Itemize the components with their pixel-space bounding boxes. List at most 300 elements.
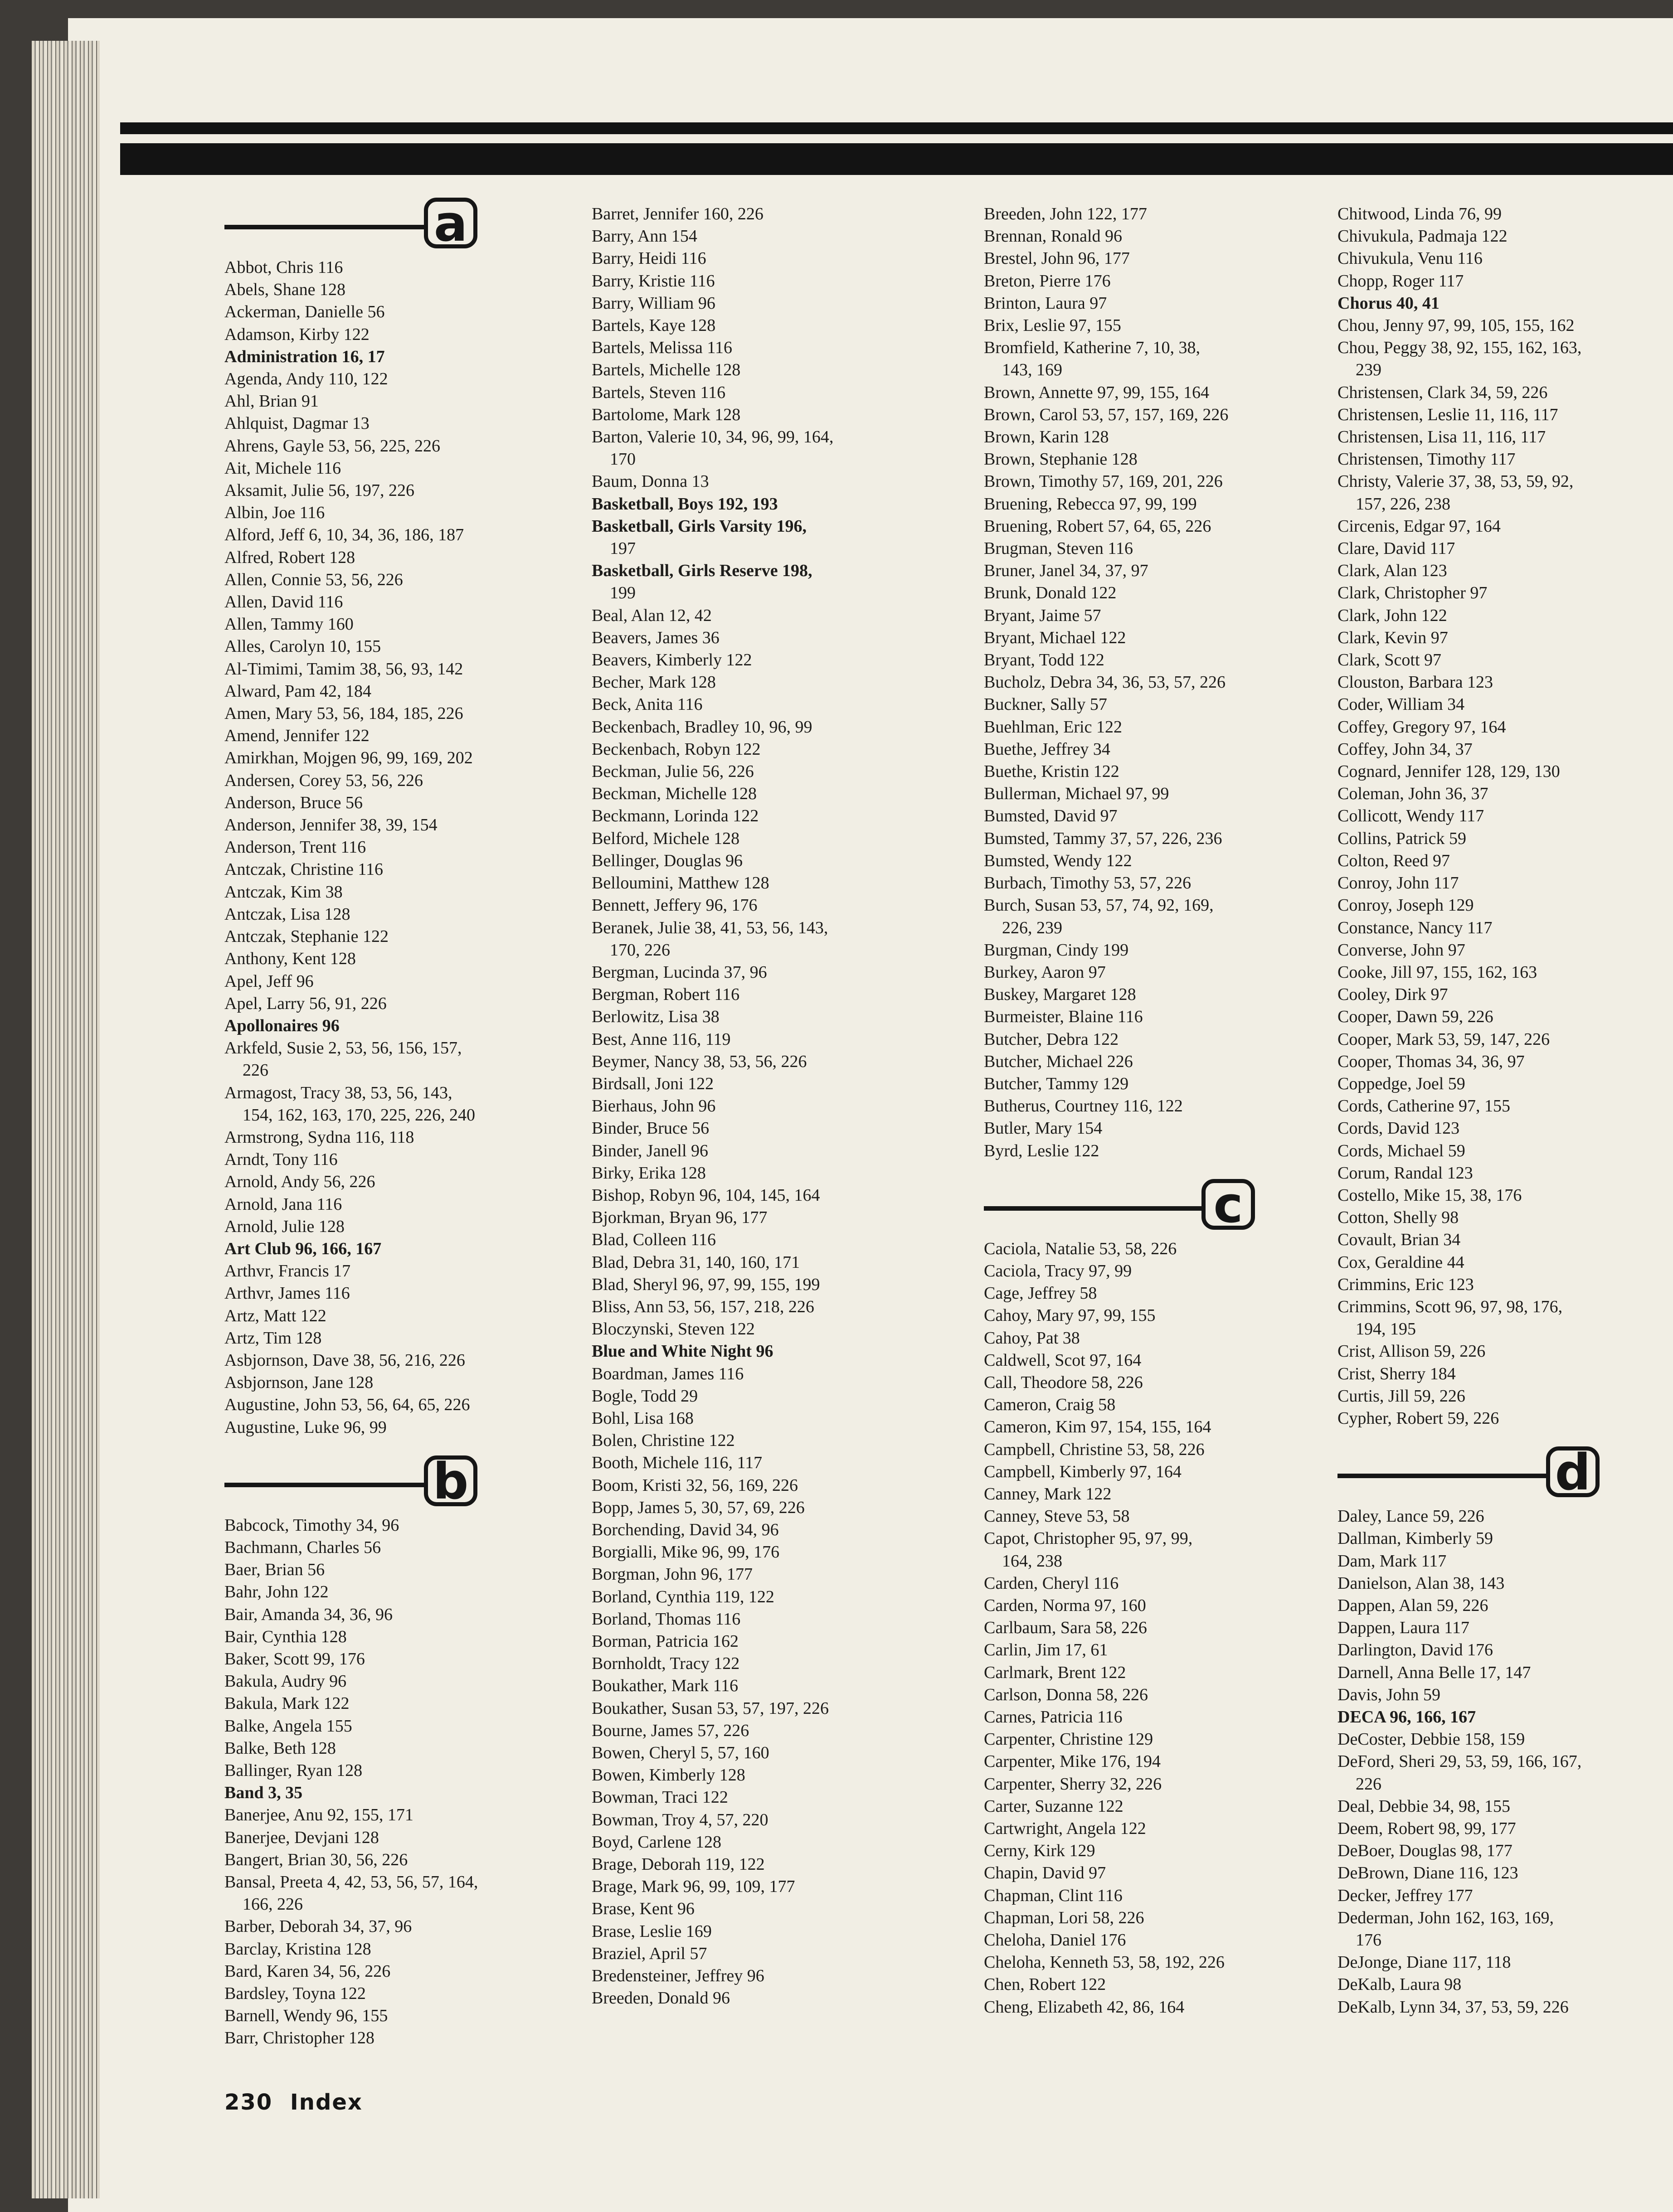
index-entry: Basketball, Girls Varsity 196, <box>592 516 807 536</box>
index-entry: Banerjee, Devjani 128 <box>224 1828 379 1847</box>
index-entry-continuation: 199 <box>610 583 636 603</box>
index-entry: Bowen, Kimberly 128 <box>592 1766 745 1785</box>
section-label: Index <box>290 2090 363 2115</box>
index-entry: Birdsall, Joni 122 <box>592 1074 714 1093</box>
index-entry: Buckner, Sally 57 <box>984 695 1107 714</box>
index-entry: Chapman, Clint 116 <box>984 1886 1123 1905</box>
index-entry: Caciola, Natalie 53, 58, 226 <box>984 1239 1177 1258</box>
page-number: 230 <box>224 2090 273 2115</box>
index-entry-continuation: 164, 238 <box>1002 1551 1062 1571</box>
index-entry: Booth, Michele 116, 117 <box>592 1453 763 1473</box>
index-entry: Bliss, Ann 53, 56, 157, 218, 226 <box>592 1297 814 1316</box>
index-entry: Balke, Beth 128 <box>224 1738 336 1758</box>
index-entry: Andersen, Corey 53, 56, 226 <box>224 771 423 790</box>
index-entry: Bergman, Lucinda 37, 96 <box>592 962 767 982</box>
index-entry: Binder, Bruce 56 <box>592 1119 710 1138</box>
index-entry: Banerjee, Anu 92, 155, 171 <box>224 1805 413 1825</box>
index-entry: Burch, Susan 53, 57, 74, 92, 169, <box>984 896 1214 915</box>
index-entry: Art Club 96, 166, 167 <box>224 1239 382 1258</box>
index-entry: Alford, Jeff 6, 10, 34, 36, 186, 187 <box>224 525 464 545</box>
index-entry: Barton, Valerie 10, 34, 96, 99, 164, <box>592 427 834 447</box>
index-entry: Campbell, Kimberly 97, 164 <box>984 1462 1182 1481</box>
index-entry: Bruening, Rebecca 97, 99, 199 <box>984 494 1197 514</box>
index-entry: Bishop, Robyn 96, 104, 145, 164 <box>592 1185 820 1205</box>
index-entry: Clouston, Barbara 123 <box>1337 673 1493 692</box>
index-entry: Antczak, Stephanie 122 <box>224 927 389 946</box>
index-entry: Brugman, Steven 116 <box>984 539 1133 558</box>
section-letter: a <box>424 198 477 248</box>
index-entry: Becher, Mark 128 <box>592 673 716 692</box>
index-entry: Bachmann, Charles 56 <box>224 1538 381 1557</box>
index-entry: Clare, David 117 <box>1337 539 1455 558</box>
index-entry: Birky, Erika 128 <box>592 1163 706 1183</box>
index-entry: Collins, Patrick 59 <box>1337 829 1466 848</box>
index-entry: DeKalb, Lynn 34, 37, 53, 59, 226 <box>1337 1997 1569 2017</box>
index-entry: Darlington, David 176 <box>1337 1640 1493 1660</box>
index-entry: Brown, Carol 53, 57, 157, 169, 226 <box>984 405 1229 424</box>
index-entry: Clark, John 122 <box>1337 606 1447 625</box>
index-entry: Binder, Janell 96 <box>592 1141 709 1160</box>
index-entry: Beckenbach, Bradley 10, 96, 99 <box>592 717 812 737</box>
index-entry: Bumsted, Wendy 122 <box>984 851 1132 870</box>
index-entry: Ahl, Brian 91 <box>224 392 319 411</box>
index-entry: Anthony, Kent 128 <box>224 949 356 969</box>
index-entry: DeFord, Sheri 29, 53, 59, 166, 167, <box>1337 1752 1582 1771</box>
index-entry: Bakula, Audry 96 <box>224 1672 347 1691</box>
section-rule <box>1337 1474 1564 1478</box>
section-letter: b <box>424 1455 477 1506</box>
index-entry: Babcock, Timothy 34, 96 <box>224 1515 399 1535</box>
index-entry: Crist, Sherry 184 <box>1337 1364 1456 1383</box>
section-rule <box>224 225 438 229</box>
index-entry: Daley, Lance 59, 226 <box>1337 1507 1484 1526</box>
index-entry: Cheng, Elizabeth 42, 86, 164 <box>984 1997 1185 2017</box>
index-entry: Buethe, Kristin 122 <box>984 762 1119 781</box>
index-entry: Corum, Randal 123 <box>1337 1163 1473 1183</box>
index-entry: Cahoy, Mary 97, 99, 155 <box>984 1306 1156 1325</box>
index-entry: Belford, Michele 128 <box>592 829 740 848</box>
index-entry: Chivukula, Venu 116 <box>1337 249 1483 268</box>
index-entry: Blad, Colleen 116 <box>592 1230 716 1250</box>
top-rule-thick <box>120 143 1673 175</box>
index-entry: Bair, Amanda 34, 36, 96 <box>224 1605 393 1624</box>
index-entry: Bowen, Cheryl 5, 57, 160 <box>592 1743 769 1763</box>
index-entry: Caldwell, Scot 97, 164 <box>984 1350 1142 1370</box>
index-entry: Borgialli, Mike 96, 99, 176 <box>592 1543 780 1562</box>
index-entry: Cameron, Kim 97, 154, 155, 164 <box>984 1417 1211 1437</box>
index-entry-continuation: 157, 226, 238 <box>1356 494 1450 514</box>
index-entry: Armagost, Tracy 38, 53, 56, 143, <box>224 1083 452 1102</box>
index-entry: Beymer, Nancy 38, 53, 56, 226 <box>592 1052 807 1071</box>
index-entry: Bourne, James 57, 226 <box>592 1721 749 1740</box>
index-entry: Bryant, Todd 122 <box>984 650 1104 670</box>
index-entry: DECA 96, 166, 167 <box>1337 1708 1476 1727</box>
index-entry: Borland, Thomas 116 <box>592 1609 741 1629</box>
index-entry: Al-Timimi, Tamim 38, 56, 93, 142 <box>224 659 463 679</box>
index-entry: Darnell, Anna Belle 17, 147 <box>1337 1663 1531 1682</box>
index-entry-continuation: 226 <box>1356 1774 1381 1794</box>
index-entry-continuation: 166, 226 <box>243 1895 303 1914</box>
index-entry: Baker, Scott 99, 176 <box>224 1649 365 1669</box>
index-entry-continuation: 194, 195 <box>1356 1319 1416 1339</box>
section-header-b <box>224 1452 537 1512</box>
index-entry: Amen, Mary 53, 56, 184, 185, 226 <box>224 704 463 723</box>
index-entry: Basketball, Boys 192, 193 <box>592 494 778 514</box>
index-entry: Chorus 40, 41 <box>1337 293 1440 313</box>
index-entry: Cords, Catherine 97, 155 <box>1337 1096 1511 1116</box>
index-entry: Cheloha, Daniel 176 <box>984 1931 1126 1950</box>
index-entry: Burmeister, Blaine 116 <box>984 1007 1143 1027</box>
index-entry: Coffey, Gregory 97, 164 <box>1337 717 1506 737</box>
index-entry: Berlowitz, Lisa 38 <box>592 1007 720 1027</box>
index-entry: Abels, Shane 128 <box>224 280 346 300</box>
index-entry: Bartels, Kaye 128 <box>592 316 716 335</box>
index-entry: Carlbaum, Sara 58, 226 <box>984 1618 1147 1638</box>
index-entry: Arnold, Julie 128 <box>224 1217 345 1236</box>
index-entry: Allen, Tammy 160 <box>224 615 354 634</box>
index-entry: DeBoer, Douglas 98, 177 <box>1337 1841 1513 1861</box>
index-entry: Dam, Mark 117 <box>1337 1551 1447 1571</box>
index-entry: Cheloha, Kenneth 53, 58, 192, 226 <box>984 1953 1225 1972</box>
index-entry: Christy, Valerie 37, 38, 53, 59, 92, <box>1337 472 1574 491</box>
index-entry: Bartolome, Mark 128 <box>592 405 741 424</box>
index-entry: Apel, Jeff 96 <box>224 971 314 991</box>
index-entry: Christensen, Lisa 11, 116, 117 <box>1337 427 1546 447</box>
index-entry: Brown, Annette 97, 99, 155, 164 <box>984 383 1210 402</box>
index-entry-continuation: 170, 226 <box>610 940 670 960</box>
index-entry: Curtis, Jill 59, 226 <box>1337 1386 1465 1406</box>
index-entry-continuation: 226 <box>243 1061 268 1080</box>
index-entry: Crimmins, Eric 123 <box>1337 1275 1474 1294</box>
section-header-a <box>224 194 537 254</box>
index-entry: Bloczynski, Steven 122 <box>592 1319 755 1339</box>
index-entry: Bruner, Janel 34, 37, 97 <box>984 561 1148 581</box>
index-entry: Butler, Mary 154 <box>984 1119 1103 1138</box>
index-entry: Arnold, Jana 116 <box>224 1194 342 1214</box>
index-column-3 <box>984 203 1274 2018</box>
index-entry: Best, Anne 116, 119 <box>592 1029 731 1049</box>
index-entry: Circenis, Edgar 97, 164 <box>1337 516 1501 536</box>
index-entry: Cooley, Dirk 97 <box>1337 985 1448 1004</box>
index-entry: Asbjornson, Jane 128 <box>224 1373 374 1392</box>
index-entry: Apollonaires 96 <box>224 1016 340 1035</box>
index-entry: Bair, Cynthia 128 <box>224 1627 347 1646</box>
index-entry: Burkey, Aaron 97 <box>984 962 1106 982</box>
index-entry: Arndt, Tony 116 <box>224 1150 338 1169</box>
index-entry: Alward, Pam 42, 184 <box>224 681 372 701</box>
index-entry: Bumsted, Tammy 37, 57, 226, 236 <box>984 829 1222 848</box>
index-entry: Carpenter, Sherry 32, 226 <box>984 1774 1162 1794</box>
index-entry: Cooper, Mark 53, 59, 147, 226 <box>1337 1029 1550 1049</box>
section-header-c <box>984 1175 1274 1235</box>
index-entry: Beranek, Julie 38, 41, 53, 56, 143, <box>592 918 828 937</box>
index-entry: Barnell, Wendy 96, 155 <box>224 2006 388 2026</box>
index-entry: Crist, Allison 59, 226 <box>1337 1342 1486 1361</box>
index-entry: Byrd, Leslie 122 <box>984 1141 1099 1160</box>
index-entry: Cooke, Jill 97, 155, 162, 163 <box>1337 962 1537 982</box>
index-entry: Barry, Ann 154 <box>592 227 697 246</box>
index-entry: Bogle, Todd 29 <box>592 1386 698 1406</box>
index-entry: Covault, Brian 34 <box>1337 1230 1461 1250</box>
index-entry: Cage, Jeffrey 58 <box>984 1284 1097 1303</box>
index-entry: Belloumini, Matthew 128 <box>592 873 769 893</box>
index-entry: Dappen, Alan 59, 226 <box>1337 1596 1488 1615</box>
index-entry: Bucholz, Debra 34, 36, 53, 57, 226 <box>984 673 1226 692</box>
index-entry: Beck, Anita 116 <box>592 695 703 714</box>
index-entry: Anderson, Bruce 56 <box>224 793 363 812</box>
index-entry: Brase, Kent 96 <box>592 1899 695 1919</box>
index-entry: Boardman, James 116 <box>592 1364 744 1383</box>
index-entry: Barry, Heidi 116 <box>592 249 706 268</box>
index-entry: Blad, Sheryl 96, 97, 99, 155, 199 <box>592 1275 820 1294</box>
index-entry: Canney, Steve 53, 58 <box>984 1507 1130 1526</box>
index-entry: Armstrong, Sydna 116, 118 <box>224 1127 414 1147</box>
index-entry: Bryant, Jaime 57 <box>984 606 1101 625</box>
section-letter: c <box>1201 1179 1255 1230</box>
index-entry: Cotton, Shelly 98 <box>1337 1208 1459 1227</box>
index-entry: Barry, Kristie 116 <box>592 271 715 291</box>
index-entry: Bowman, Troy 4, 57, 220 <box>592 1810 768 1829</box>
index-entry: Campbell, Christine 53, 58, 226 <box>984 1440 1205 1459</box>
index-entry: Bellinger, Douglas 96 <box>592 851 743 870</box>
index-entry: Bergman, Robert 116 <box>592 985 740 1004</box>
index-entry: Capot, Christopher 95, 97, 99, <box>984 1529 1193 1548</box>
index-entry: Borman, Patricia 162 <box>592 1632 739 1651</box>
index-entry: Brix, Leslie 97, 155 <box>984 316 1121 335</box>
index-entry: Costello, Mike 15, 38, 176 <box>1337 1185 1522 1205</box>
index-entry: Cognard, Jennifer 128, 129, 130 <box>1337 762 1560 781</box>
index-entry: Bartels, Melissa 116 <box>592 338 732 358</box>
index-entry-continuation: 154, 162, 163, 170, 225, 226, 240 <box>243 1105 475 1125</box>
index-entry: Deem, Robert 98, 99, 177 <box>1337 1819 1516 1838</box>
index-entry: Bartels, Steven 116 <box>592 383 726 402</box>
index-entry: Chen, Robert 122 <box>984 1975 1106 1994</box>
index-entry: Carter, Suzanne 122 <box>984 1796 1123 1816</box>
index-entry: Cords, David 123 <box>1337 1119 1460 1138</box>
index-entry-continuation: 176 <box>1356 1931 1381 1950</box>
index-entry: Beckmann, Lorinda 122 <box>592 806 759 826</box>
index-entry: Ackerman, Danielle 56 <box>224 302 385 322</box>
index-entry: Antczak, Lisa 128 <box>224 904 350 924</box>
index-entry: Buethe, Jeffrey 34 <box>984 739 1110 759</box>
index-entry: Brown, Timothy 57, 169, 201, 226 <box>984 472 1223 491</box>
index-entry: Bolen, Christine 122 <box>592 1431 735 1450</box>
index-entry: Brage, Deborah 119, 122 <box>592 1855 765 1874</box>
index-entry: Clark, Christopher 97 <box>1337 583 1488 603</box>
index-entry: Beal, Alan 12, 42 <box>592 606 712 625</box>
index-entry: Cords, Michael 59 <box>1337 1141 1465 1160</box>
index-entry: Bardsley, Toyna 122 <box>224 1984 366 2003</box>
index-entry: Abbot, Chris 116 <box>224 258 343 277</box>
index-entry-continuation: 143, 169 <box>1002 360 1062 380</box>
index-entry: Bopp, James 5, 30, 57, 69, 226 <box>592 1498 805 1517</box>
index-entry-continuation: 226, 239 <box>1002 918 1062 937</box>
index-entry: Chitwood, Linda 76, 99 <box>1337 204 1502 223</box>
index-entry: Christensen, Leslie 11, 116, 117 <box>1337 405 1558 424</box>
index-entry: Breeden, Donald 96 <box>592 1989 730 2008</box>
index-entry: Boyd, Carlene 128 <box>592 1832 722 1852</box>
index-entry: Baum, Donna 13 <box>592 472 709 491</box>
index-entry: Carden, Norma 97, 160 <box>984 1596 1146 1615</box>
index-entry: Carpenter, Christine 129 <box>984 1730 1153 1749</box>
page-footer <box>224 2090 363 2115</box>
index-entry: Bromfield, Katherine 7, 10, 38, <box>984 338 1201 358</box>
index-entry: Coppedge, Joel 59 <box>1337 1074 1465 1093</box>
index-entry: Coffey, John 34, 37 <box>1337 739 1473 759</box>
index-entry: Dappen, Laura 117 <box>1337 1618 1469 1638</box>
index-entry: Albin, Joe 116 <box>224 503 325 523</box>
index-entry: Beckman, Julie 56, 226 <box>592 762 754 781</box>
index-entry: Carlson, Donna 58, 226 <box>984 1685 1148 1704</box>
index-entry: Butcher, Michael 226 <box>984 1052 1133 1071</box>
index-entry: Beavers, James 36 <box>592 628 720 647</box>
index-entry: Chou, Jenny 97, 99, 105, 155, 162 <box>1337 316 1575 335</box>
index-entry: Davis, John 59 <box>1337 1685 1440 1704</box>
section-header-d <box>1337 1443 1637 1503</box>
index-entry: Carden, Cheryl 116 <box>984 1573 1119 1593</box>
index-entry: Cahoy, Pat 38 <box>984 1328 1080 1348</box>
index-entry: Constance, Nancy 117 <box>1337 918 1493 937</box>
index-entry: Anderson, Trent 116 <box>224 838 366 857</box>
index-entry: Alfred, Robert 128 <box>224 548 355 567</box>
index-entry: Barry, William 96 <box>592 293 715 313</box>
index-entry: Adamson, Kirby 122 <box>224 325 370 344</box>
index-entry: Collicott, Wendy 117 <box>1337 806 1484 826</box>
index-entry: Beavers, Kimberly 122 <box>592 650 752 670</box>
index-entry: Bangert, Brian 30, 56, 226 <box>224 1850 408 1869</box>
index-entry: Anderson, Jennifer 38, 39, 154 <box>224 815 438 835</box>
index-entry: Bartels, Michelle 128 <box>592 360 741 380</box>
index-entry: Colton, Reed 97 <box>1337 851 1450 870</box>
index-entry: Ballinger, Ryan 128 <box>224 1761 363 1780</box>
index-entry: Coder, William 34 <box>1337 695 1465 714</box>
index-entry: Butcher, Tammy 129 <box>984 1074 1129 1093</box>
index-entry: Cerny, Kirk 129 <box>984 1841 1095 1861</box>
index-entry: DeKalb, Laura 98 <box>1337 1975 1462 1994</box>
index-entry: Bornholdt, Tracy 122 <box>592 1654 740 1674</box>
index-entry: Danielson, Alan 38, 143 <box>1337 1573 1505 1593</box>
index-entry: Arthvr, James 116 <box>224 1284 350 1303</box>
index-entry: Ait, Michele 116 <box>224 458 341 478</box>
index-entry: Boukather, Mark 116 <box>592 1676 739 1696</box>
index-entry: Cameron, Craig 58 <box>984 1395 1116 1415</box>
index-entry: Christensen, Clark 34, 59, 226 <box>1337 383 1548 402</box>
index-entry: Allen, David 116 <box>224 592 343 612</box>
index-entry: Asbjornson, Dave 38, 56, 216, 226 <box>224 1350 465 1370</box>
index-entry: Breeden, John 122, 177 <box>984 204 1147 223</box>
index-entry: Borchending, David 34, 96 <box>592 1520 779 1539</box>
index-entry: Borland, Cynthia 119, 122 <box>592 1587 774 1606</box>
index-entry: Beckenbach, Robyn 122 <box>592 739 761 759</box>
index-entry: Boom, Kristi 32, 56, 169, 226 <box>592 1475 798 1495</box>
index-column-2 <box>592 203 905 2009</box>
index-entry: Canney, Mark 122 <box>984 1484 1112 1504</box>
index-entry: Antczak, Kim 38 <box>224 882 343 902</box>
book-page-edges <box>32 41 100 2198</box>
index-entry: Augustine, John 53, 56, 64, 65, 226 <box>224 1395 470 1415</box>
index-entry: Cox, Geraldine 44 <box>1337 1252 1464 1272</box>
index-entry: Bredensteiner, Jeffrey 96 <box>592 1966 764 1986</box>
index-entry: Allen, Connie 53, 56, 226 <box>224 570 403 589</box>
index-entry: Carpenter, Mike 176, 194 <box>984 1752 1161 1771</box>
index-entry: Bullerman, Michael 97, 99 <box>984 784 1169 804</box>
index-entry: Caciola, Tracy 97, 99 <box>984 1261 1132 1281</box>
index-entry: Brunk, Donald 122 <box>984 583 1117 603</box>
index-column-1 <box>224 194 537 2050</box>
index-entry: Butherus, Courtney 116, 122 <box>984 1096 1183 1116</box>
index-entry: Dallman, Kimberly 59 <box>1337 1529 1493 1548</box>
index-entry: Converse, John 97 <box>1337 940 1465 960</box>
index-entry: Chopp, Roger 117 <box>1337 271 1464 291</box>
index-entry: Bennett, Jeffery 96, 176 <box>592 896 758 915</box>
index-entry: Bard, Karen 34, 56, 226 <box>224 1961 391 1981</box>
index-entry: Clark, Alan 123 <box>1337 561 1447 581</box>
index-entry-continuation: 239 <box>1356 360 1381 380</box>
index-entry: Carlin, Jim 17, 61 <box>984 1640 1108 1660</box>
index-entry: Brown, Stephanie 128 <box>984 450 1138 469</box>
index-entry: Chapin, David 97 <box>984 1863 1106 1883</box>
index-entry: Basketball, Girls Reserve 198, <box>592 561 812 581</box>
index-entry: Borgman, John 96, 177 <box>592 1565 753 1584</box>
index-entry: Christensen, Timothy 117 <box>1337 450 1516 469</box>
index-entry: Bumsted, David 97 <box>984 806 1118 826</box>
index-entry: Braziel, April 57 <box>592 1944 707 1963</box>
index-entry: Aksamit, Julie 56, 197, 226 <box>224 481 415 500</box>
index-entry: Artz, Matt 122 <box>224 1306 326 1325</box>
index-entry: Carlmark, Brent 122 <box>984 1663 1126 1682</box>
index-entry: Cooper, Thomas 34, 36, 97 <box>1337 1052 1525 1071</box>
index-entry: Beckman, Michelle 128 <box>592 784 757 804</box>
index-entry: Clark, Scott 97 <box>1337 650 1442 670</box>
index-entry: Barret, Jennifer 160, 226 <box>592 204 764 223</box>
index-entry: DeBrown, Diane 116, 123 <box>1337 1863 1518 1883</box>
index-entry: Buehlman, Eric 122 <box>984 717 1122 737</box>
index-entry: Burbach, Timothy 53, 57, 226 <box>984 873 1192 893</box>
index-entry: Crimmins, Scott 96, 97, 98, 176, <box>1337 1297 1563 1316</box>
index-entry: Butcher, Debra 122 <box>984 1029 1119 1049</box>
index-entry: Bansal, Preeta 4, 42, 53, 56, 57, 164, <box>224 1872 478 1892</box>
index-entry: Augustine, Luke 96, 99 <box>224 1417 387 1437</box>
section-letter: d <box>1546 1446 1600 1497</box>
index-entry: Blad, Debra 31, 140, 160, 171 <box>592 1252 800 1272</box>
index-entry: Amend, Jennifer 122 <box>224 726 370 746</box>
index-entry: Arnold, Andy 56, 226 <box>224 1172 375 1192</box>
index-entry: Bryant, Michael 122 <box>984 628 1126 647</box>
index-entry-continuation: 197 <box>610 539 636 558</box>
index-entry: Clark, Kevin 97 <box>1337 628 1448 647</box>
index-entry: Barber, Deborah 34, 37, 96 <box>224 1917 412 1936</box>
index-entry: Cypher, Robert 59, 226 <box>1337 1408 1499 1428</box>
index-entry: Cooper, Dawn 59, 226 <box>1337 1007 1493 1027</box>
index-entry: Chou, Peggy 38, 92, 155, 162, 163, <box>1337 338 1582 358</box>
index-entry: Blue and White Night 96 <box>592 1342 773 1361</box>
index-entry: Band 3, 35 <box>224 1783 303 1803</box>
index-entry: DeCoster, Debbie 158, 159 <box>1337 1730 1525 1749</box>
index-entry: Ahlquist, Dagmar 13 <box>224 414 370 433</box>
index-entry: Ahrens, Gayle 53, 56, 225, 226 <box>224 436 440 456</box>
index-entry: Alles, Carolyn 10, 155 <box>224 637 381 656</box>
index-entry: Bohl, Lisa 168 <box>592 1408 694 1428</box>
index-entry: Apel, Larry 56, 91, 226 <box>224 994 387 1013</box>
section-rule <box>224 1483 442 1487</box>
index-entry: Balke, Angela 155 <box>224 1716 352 1736</box>
index-entry: Bjorkman, Bryan 96, 177 <box>592 1208 768 1227</box>
index-entry: Bierhaus, John 96 <box>592 1096 716 1116</box>
section-rule <box>984 1206 1220 1211</box>
index-entry: Bruening, Robert 57, 64, 65, 226 <box>984 516 1211 536</box>
index-entry: Arthvr, Francis 17 <box>224 1261 351 1281</box>
index-entry: Bahr, John 122 <box>224 1582 329 1602</box>
